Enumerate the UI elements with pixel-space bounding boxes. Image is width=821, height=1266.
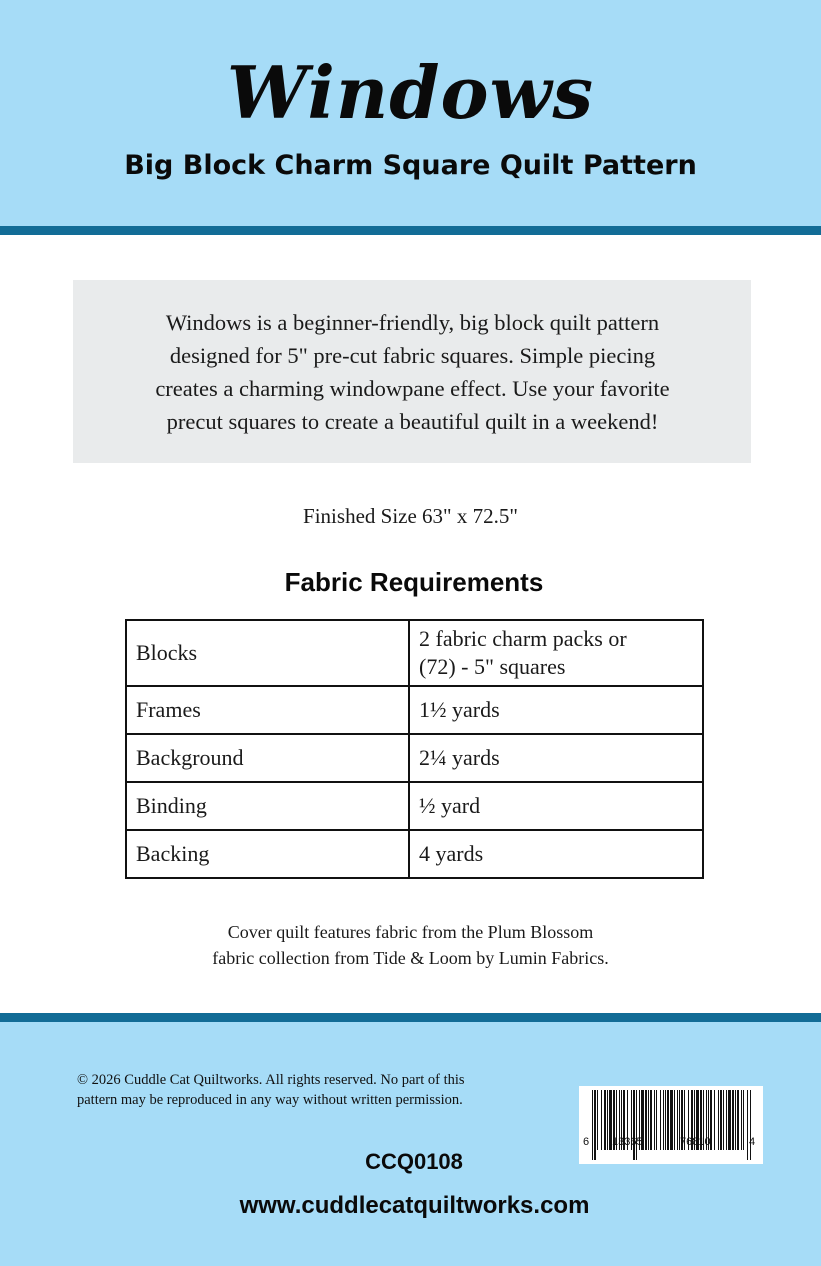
- barcode-digit: 76810: [680, 1136, 711, 1148]
- intro-line: Windows is a beginner-friendly, big block quilt pattern: [165, 310, 660, 335]
- fabric-item: Binding: [126, 782, 409, 830]
- barcode-digit: 6: [583, 1136, 590, 1148]
- barcode-bar: [741, 1090, 742, 1150]
- barcode-bar: [607, 1090, 608, 1150]
- barcode-bar: [654, 1090, 655, 1150]
- barcode-bar: [677, 1090, 678, 1150]
- barcode-bar: [604, 1090, 606, 1150]
- barcode-bar: [667, 1090, 669, 1150]
- barcode-bar: [720, 1090, 722, 1150]
- barcode-bar: [597, 1090, 598, 1150]
- copyright-notice: [77, 1070, 547, 1110]
- fabric-credit: [0, 919, 821, 971]
- footer-divider: [0, 1013, 821, 1022]
- fabric-amount: 2¼ yards: [409, 734, 703, 782]
- fabric-amount: 4 yards: [409, 830, 703, 878]
- barcode-bar: [732, 1090, 734, 1150]
- barcode-bar: [718, 1090, 719, 1150]
- barcode-bar: [674, 1090, 675, 1150]
- barcode-bar: [737, 1090, 739, 1150]
- barcode-bar: [648, 1090, 649, 1150]
- fabric-item: Frames: [126, 686, 409, 734]
- barcode-bar: [723, 1090, 724, 1150]
- barcode-bar: [728, 1090, 731, 1150]
- fabric-amount: ½ yard: [409, 782, 703, 830]
- table-row: [126, 782, 703, 830]
- credit-line: fabric collection from Tide & Loom by Lumin Fabrics.: [212, 948, 609, 968]
- fabric-amount-line: (72) - 5" squares: [419, 654, 566, 679]
- copyright-line: pattern may be reproduced in any way without written permission.: [77, 1092, 463, 1108]
- table-row: [126, 620, 703, 686]
- table-row: [126, 686, 703, 734]
- fabric-item: Background: [126, 734, 409, 782]
- header-divider: [0, 226, 821, 235]
- barcode-bar: [726, 1090, 727, 1150]
- pattern-subtitle: Big Block Charm Square Quilt Pattern: [124, 150, 697, 181]
- barcode-bar: [650, 1090, 652, 1150]
- fabric-requirements-heading: Fabric Requirements: [284, 567, 544, 597]
- barcode-bar: [663, 1090, 664, 1150]
- barcode-bar: [670, 1090, 673, 1150]
- product-code: CCQ0108: [365, 1149, 463, 1174]
- website-link[interactable]: www.cuddlecatquiltworks.com: [239, 1192, 590, 1219]
- barcode-bar: [656, 1090, 657, 1150]
- intro-line: precut squares to create a beautiful quilt in a weekend!: [166, 409, 659, 434]
- fabric-item: Backing: [126, 830, 409, 878]
- fabric-amount-line: 2 fabric charm packs or: [419, 626, 627, 651]
- barcode-bar: [735, 1090, 736, 1150]
- copyright-line: © 2026 Cuddle Cat Quiltworks. All rights reserved. No part of this: [77, 1072, 465, 1088]
- intro-description: [105, 306, 720, 438]
- barcode-bar: [743, 1090, 744, 1150]
- barcode-digit: 13365: [612, 1136, 643, 1148]
- intro-line: designed for 5" pre-cut fabric squares. Simple piecing: [169, 343, 656, 368]
- fabric-amount: [409, 620, 703, 686]
- fabric-requirements-table: [125, 619, 704, 879]
- barcode-bar: [660, 1090, 661, 1150]
- table-row: [126, 734, 703, 782]
- fabric-item: Blocks: [126, 620, 409, 686]
- finished-size: Finished Size 63" x 72.5": [303, 504, 518, 528]
- barcode-bar: [714, 1090, 715, 1150]
- intro-line: creates a charming windowpane effect. Use your favorite: [155, 376, 670, 401]
- barcode-bar: [601, 1090, 602, 1150]
- barcode-bar: [645, 1090, 647, 1150]
- barcode-digit: 4: [749, 1136, 756, 1148]
- barcode-bar: [665, 1090, 666, 1150]
- table-row: [126, 830, 703, 878]
- pattern-title: Windows: [226, 50, 595, 135]
- fabric-amount: 1½ yards: [409, 686, 703, 734]
- credit-line: Cover quilt features fabric from the Plum Blossom: [227, 922, 594, 942]
